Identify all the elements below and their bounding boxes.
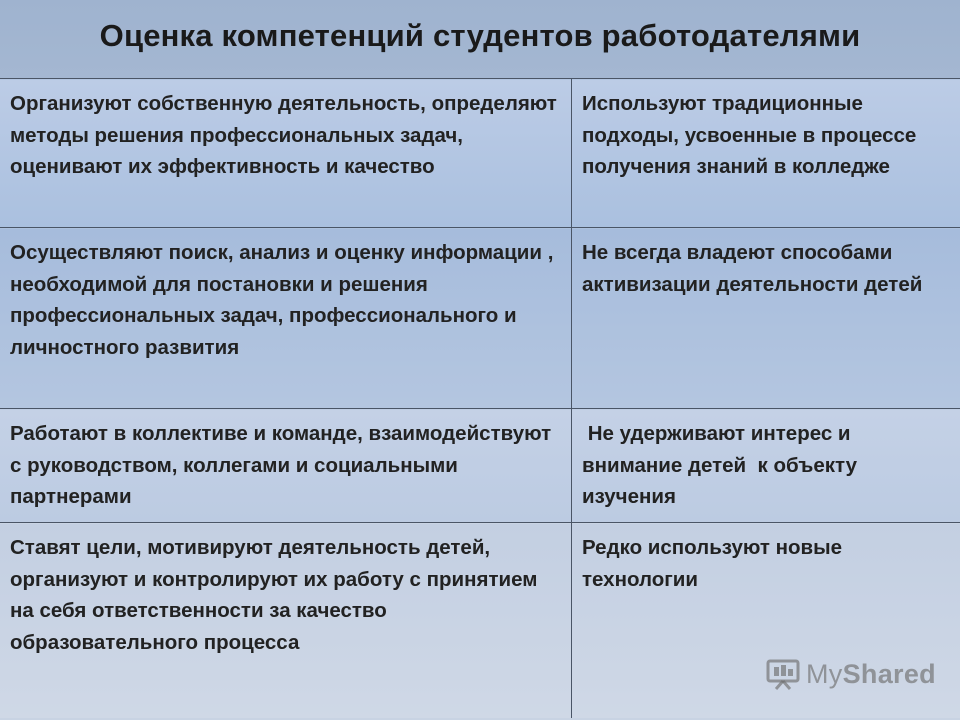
table-row	[0, 228, 960, 409]
cell-left: Ставят цели, мотивируют деятельность детей, организуют и контролируют их работу с принятием на себя ответственности за качество образовательного процесса	[0, 523, 572, 719]
cell-right: Используют традиционные подходы, усвоенные в процессе получения знаний в колледже	[572, 79, 960, 228]
slide-title: Оценка компетенций студентов работодателями	[99, 18, 861, 53]
cell-right: Не удерживают интерес и внимание детей к объекту изучения	[572, 409, 960, 523]
cell-left: Работают в коллективе и команде, взаимодействуют с руководством, коллегами и социальными партнерами	[0, 409, 572, 523]
watermark-text-my: My	[806, 658, 843, 689]
cell-right: Не всегда владеют способами активизации деятельности детей	[572, 228, 960, 409]
presentation-icon	[766, 658, 800, 690]
table-row	[0, 409, 960, 523]
watermark-text-shared: Shared	[842, 658, 936, 689]
cell-left: Организуют собственную деятельность, определяют методы решения профессиональных задач, оценивают их эффективность и качество	[0, 79, 572, 228]
cell-right: Редко используют новые технологии	[572, 523, 960, 719]
cell-left: Осуществляют поиск, анализ и оценку информации , необходимой для постановки и решения профессиональных задач, профессионального и личностного развития	[0, 228, 572, 409]
table-row	[0, 79, 960, 228]
myshared-watermark	[766, 656, 936, 692]
competency-table	[0, 78, 960, 718]
